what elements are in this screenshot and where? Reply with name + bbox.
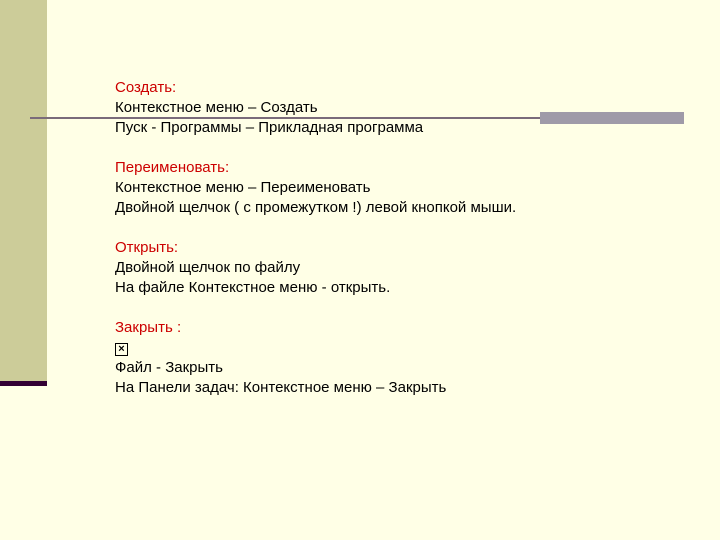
- heading-create: Создать:: [115, 79, 177, 96]
- slide-content: [115, 78, 516, 398]
- rename-line-2: Двойной щелчок ( с промежутком !) левой кнопкой мыши.: [115, 199, 517, 216]
- close-icon-row: [115, 338, 516, 358]
- create-line-1: Контекстное меню – Создать: [115, 99, 318, 116]
- create-line-2: Пуск - Программы – Прикладная программа: [115, 119, 424, 136]
- close-line-1: Файл - Закрыть: [115, 359, 223, 376]
- heading-close: Закрыть :: [115, 319, 182, 336]
- open-line-1: Двойной щелчок по файлу: [115, 259, 301, 276]
- spacer: [115, 298, 516, 318]
- close-line-2: На Панели задач: Контекстное меню – Закрыть: [115, 379, 447, 396]
- heading-open: Открыть:: [115, 239, 179, 256]
- left-decor-bar-base: [0, 381, 47, 386]
- open-line-2: На файле Контекстное меню - открыть.: [115, 279, 391, 296]
- left-decor-bar: [0, 0, 47, 383]
- title-rule-block: [540, 112, 684, 124]
- close-icon: ×: [115, 343, 128, 356]
- spacer: [115, 218, 516, 238]
- heading-rename: Переименовать:: [115, 159, 230, 176]
- spacer: [115, 138, 516, 158]
- rename-line-1: Контекстное меню – Переименовать: [115, 179, 371, 196]
